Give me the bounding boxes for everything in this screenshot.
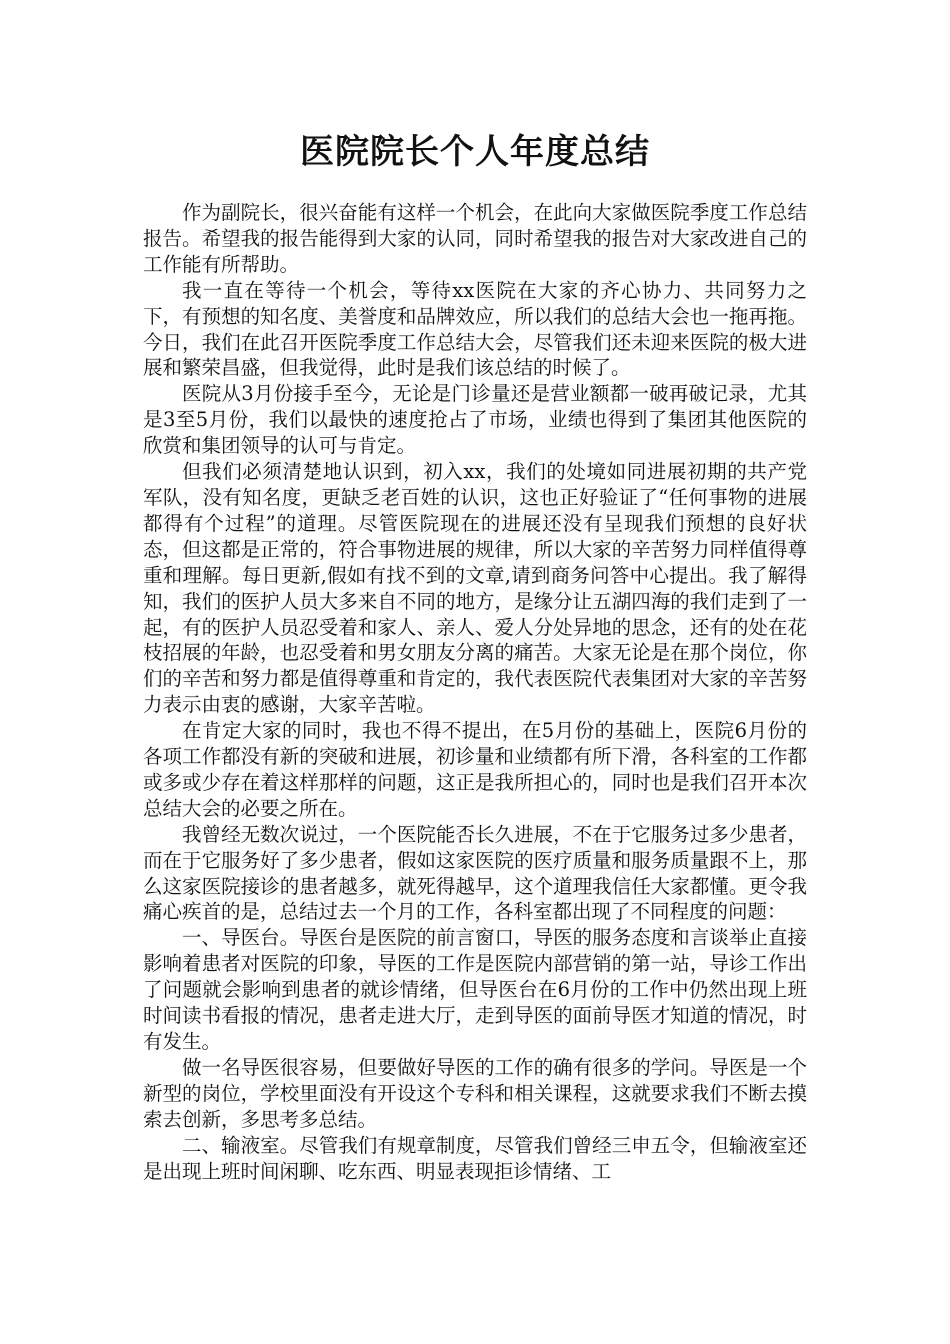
paragraph: 我曾经无数次说过，一个医院能否长久进展，不在于它服务过多少患者，而在于它服务好了多少患者，假如这家医院的医疗质量和服务质量跟不上，那么这家医院接诊的患者越多，就死得越早，这个道理我信任大家都懂。更令我痛心疾首的是，总结过去一个月的工作，各科室都出现了不同程度的问题： [143,822,807,924]
document-body [143,200,807,1184]
document-title: 医院院长个人年度总结 [300,132,650,172]
paragraph: 我一直在等待一个机会，等待xx医院在大家的齐心协力、共同努力之下，有预想的知名度、美誉度和品牌效应，所以我们的总结大会也一拖再拖。今日，我们在此召开医院季度工作总结大会，尽管我们还未迎来医院的极大进展和繁荣昌盛，但我觉得，此时是我们该总结的时候了。 [143,278,807,380]
paragraph: 作为副院长，很兴奋能有这样一个机会，在此向大家做医院季度工作总结报告。希望我的报告能得到大家的认同，同时希望我的报告对大家改进自己的工作能有所帮助。 [143,201,807,276]
paragraph: 一、导医台。导医台是医院的前言窗口，导医的服务态度和言谈举止直接影响着患者对医院的印象，导医的工作是医院内部营销的第一站，导诊工作出了问题就会影响到患者的就诊情绪，但导医台在6月份的工作中仍然出现上班时间读书看报的情况，患者走进大厅，走到导医的面前导医才知道的情况，时有发生。 [143,926,807,1053]
paragraph: 二、输液室。尽管我们有规章制度，尽管我们曾经三申五令，但输液室还是出现上班时间闲聊、吃东西、明显表现拒诊情绪、工 [143,1133,807,1183]
paragraph: 在肯定大家的同时，我也不得不提出，在5月份的基础上，医院6月份的各项工作都没有新的突破和进展，初诊量和业绩都有所下滑，各科室的工作都或多或少存在着这样那样的问题，这正是我所担心的，同时也是我们召开本次总结大会的必要之所在。 [143,719,807,820]
paragraph: 医院从3月份接手至今，无论是门诊量还是营业额都一破再破记录，尤其是3至5月份，我们以最快的速度抢占了市场，业绩也得到了集团其他医院的欣赏和集团领导的认可与肯定。 [143,382,807,458]
paragraph: 但我们必须清楚地认识到，初入xx，我们的处境如同进展初期的共产党军队，没有知名度，更缺乏老百姓的认识，这也正好验证了“任何事物的进展都得有个过程”的道理。尽管医院现在的进展还没有呈现我们预想的良好状态，但这都是正常的，符合事物进展的规律，所以大家的辛苦努力同样值得尊重和理解。每日更新,假如有找不到的文章,请到商务问答中心提出。我了解得知，我们的医护人员大多来自不同的地方，是缘分让五湖四海的我们走到了一起，有的医护人员忍受着和家人、亲人、爱人分处异地的思念，还有的处在花枝招展的年龄，也忍受着和男女朋友分离的痛苦。大家无论是在那个岗位，你们的辛苦和努力都是值得尊重和肯定的，我代表医院代表集团对大家的辛苦努力表示由衷的感谢，大家辛苦啦。 [143,460,807,717]
paragraph: 做一名导医很容易，但要做好导医的工作的确有很多的学问。导医是一个新型的岗位，学校里面没有开设这个专科和相关课程，这就要求我们不断去摸索去创新，多思考多总结。 [143,1055,807,1131]
